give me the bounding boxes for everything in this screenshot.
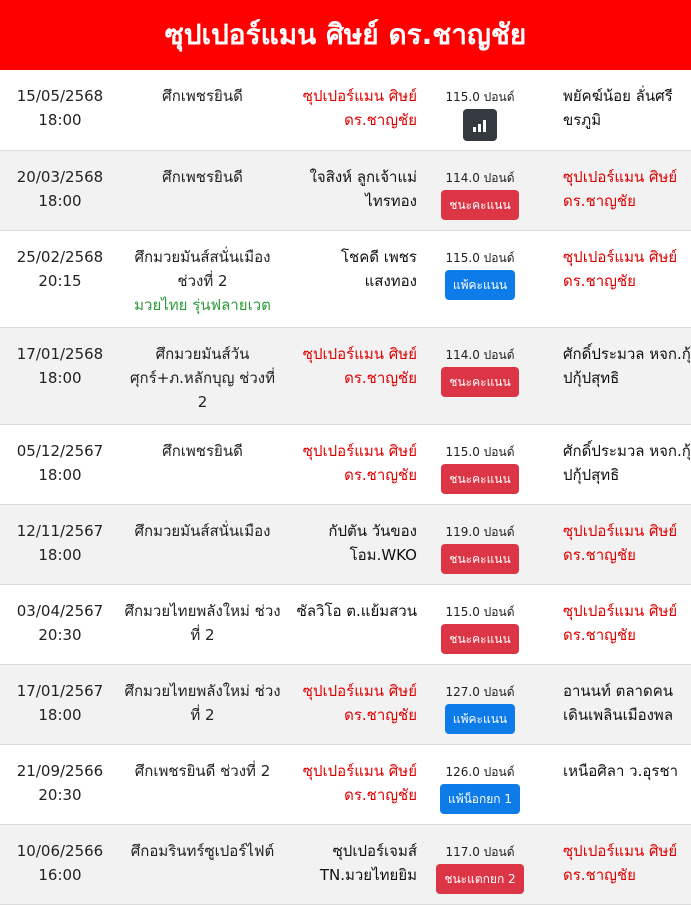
right-fighter-cell (535, 84, 691, 132)
right-fighter-name[interactable]: ซุปเปอร์แมน ศิษย์ ดร.ชาญชัย (563, 842, 678, 884)
fight-date: 15/05/2568 (16, 87, 104, 105)
result-badge[interactable]: ชนะคะแนน (441, 544, 518, 574)
right-fighter-name[interactable]: ซุปเปอร์แมน ศิษย์ ดร.ชาญชัย (563, 522, 678, 564)
fight-date-cell (0, 599, 120, 647)
event-name[interactable]: ศึกเพชรยินดี (162, 168, 243, 186)
fight-list (0, 70, 691, 905)
result-badge[interactable]: ชนะคะแนน (441, 624, 518, 654)
fight-date-cell (0, 759, 120, 807)
result-cell (425, 84, 535, 141)
result-badge[interactable]: แพ้คะแนน (445, 270, 515, 300)
result-cell (425, 759, 535, 814)
fight-row (0, 70, 691, 151)
left-fighter-cell (285, 839, 425, 887)
result-cell (425, 599, 535, 654)
left-fighter-name[interactable]: ใจสิงห์ ลูกเจ้าแม่ ไทรทอง (309, 168, 417, 210)
fight-time: 18:00 (38, 192, 82, 210)
left-fighter-name[interactable]: ซุปเปอร์เจมส์ TN.มวยไทยยิม (319, 842, 417, 884)
event-name[interactable]: ศึกมวยมันส์สนั่นเมือง ช่วงที่ 2 (134, 248, 271, 290)
fight-row (0, 328, 691, 425)
fight-time: 18:00 (38, 706, 82, 724)
left-fighter-cell (285, 599, 425, 623)
left-fighter-cell (285, 679, 425, 727)
left-fighter-cell (285, 165, 425, 213)
fight-time: 16:00 (38, 866, 82, 884)
right-fighter-name[interactable]: ซุปเปอร์แมน ศิษย์ ดร.ชาญชัย (563, 168, 678, 210)
left-fighter-name[interactable]: ซุปเปอร์แมน ศิษย์ ดร.ชาญชัย (302, 682, 417, 724)
event-cell (120, 519, 285, 543)
fight-time: 18:00 (38, 369, 82, 387)
event-cell (120, 84, 285, 108)
fight-date: 12/11/2567 (16, 522, 104, 540)
fight-row (0, 585, 691, 665)
event-name[interactable]: ศึกมวยไทยพลังใหม่ ช่วงที่ 2 (124, 682, 281, 724)
fight-date: 05/12/2567 (16, 442, 104, 460)
fight-row (0, 231, 691, 328)
fight-date: 10/06/2566 (16, 842, 104, 860)
fight-date: 21/09/2566 (16, 762, 104, 780)
fight-row (0, 825, 691, 905)
fight-date-cell (0, 84, 120, 132)
left-fighter-name[interactable]: ซัลวิโอ ต.แย้มสวน (296, 602, 417, 620)
result-cell (425, 439, 535, 494)
event-cell (120, 679, 285, 727)
weight-label: 114.0 ปอนด์ (445, 348, 515, 362)
fight-row (0, 745, 691, 825)
left-fighter-name[interactable]: กัปตัน วันของ โอม.WKO (328, 522, 417, 564)
result-badge[interactable]: ชนะคะแนน (441, 367, 518, 397)
weight-label: 115.0 ปอนด์ (445, 605, 515, 619)
left-fighter-name[interactable]: ซุปเปอร์แมน ศิษย์ ดร.ชาญชัย (302, 442, 417, 484)
right-fighter-name[interactable]: ศักดิ์ประมวล หจก.กุ้ปกุ้ปสุทธิ (563, 345, 691, 387)
weight-label: 126.0 ปอนด์ (445, 765, 515, 779)
event-cell (120, 245, 285, 317)
left-fighter-name[interactable]: โชคดี เพชร แสงทอง (340, 248, 417, 290)
left-fighter-name[interactable]: ซุปเปอร์แมน ศิษย์ ดร.ชาญชัย (302, 762, 417, 804)
right-fighter-cell (535, 679, 691, 727)
left-fighter-name[interactable]: ซุปเปอร์แมน ศิษย์ ดร.ชาญชัย (302, 87, 417, 129)
weight-label: 119.0 ปอนด์ (445, 525, 515, 539)
event-name[interactable]: ศึกมวยไทยพลังใหม่ ช่วงที่ 2 (124, 602, 281, 644)
fight-date-cell (0, 342, 120, 390)
right-fighter-cell (535, 839, 691, 887)
right-fighter-cell (535, 439, 691, 487)
fight-row (0, 505, 691, 585)
right-fighter-name[interactable]: ซุปเปอร์แมน ศิษย์ ดร.ชาญชัย (563, 248, 678, 290)
right-fighter-name[interactable]: พยัคฆ์น้อย ลั่นศรี ขรภูมิ (563, 87, 673, 129)
fight-row (0, 151, 691, 231)
left-fighter-cell (285, 759, 425, 807)
right-fighter-cell (535, 165, 691, 213)
event-subtitle: มวยไทย รุ่นฟลายเวต (134, 296, 271, 314)
event-cell (120, 342, 285, 414)
event-cell (120, 165, 285, 189)
weight-label: 115.0 ปอนด์ (445, 251, 515, 265)
right-fighter-name[interactable]: ศักดิ์ประมวล หจก.กุ้ปกุ้ปสุทธิ (563, 442, 691, 484)
result-cell (425, 679, 535, 734)
right-fighter-cell (535, 342, 691, 390)
weight-label: 115.0 ปอนด์ (445, 445, 515, 459)
event-name[interactable]: ศึกมวยมันส์สนั่นเมือง (134, 522, 271, 540)
fight-time: 18:00 (38, 111, 82, 129)
fight-time: 18:00 (38, 466, 82, 484)
event-cell (120, 599, 285, 647)
result-cell (425, 165, 535, 220)
right-fighter-cell (535, 519, 691, 567)
fight-date-cell (0, 165, 120, 213)
right-fighter-name[interactable]: อานนท์ ตลาดคน เดินเพลินเมืองพล (563, 682, 674, 724)
fight-date: 25/02/2568 (16, 248, 104, 266)
fight-date-cell (0, 245, 120, 293)
fight-date: 17/01/2567 (16, 682, 104, 700)
left-fighter-cell (285, 245, 425, 293)
fight-date-cell (0, 839, 120, 887)
fight-row (0, 425, 691, 505)
right-fighter-cell (535, 245, 691, 293)
fight-time: 20:15 (38, 272, 82, 290)
event-name[interactable]: ศึกมวยมันส์วันศุกร์+ภ.หลักบุญ ช่วงที่ 2 (130, 345, 275, 411)
fight-time: 20:30 (38, 786, 82, 804)
result-badge[interactable]: ชนะคะแนน (441, 190, 518, 220)
result-cell (425, 245, 535, 300)
left-fighter-name[interactable]: ซุปเปอร์แมน ศิษย์ ดร.ชาญชัย (302, 345, 417, 387)
weight-label: 117.0 ปอนด์ (445, 845, 515, 859)
result-badge[interactable]: แพ้คะแนน (445, 704, 515, 734)
event-name[interactable]: ศึกเพชรยินดี (162, 87, 243, 105)
right-fighter-cell (535, 759, 691, 783)
event-cell (120, 759, 285, 783)
result-badge[interactable]: ชนะแตกยก 2 (436, 864, 523, 894)
fight-row (0, 665, 691, 745)
weight-label: 114.0 ปอนด์ (445, 171, 515, 185)
result-cell (425, 519, 535, 574)
event-cell (120, 839, 285, 863)
left-fighter-cell (285, 439, 425, 487)
event-cell (120, 439, 285, 463)
fight-date-cell (0, 439, 120, 487)
fight-date: 03/04/2567 (16, 602, 104, 620)
stats-icon[interactable] (463, 109, 497, 141)
event-name[interactable]: ศึกอมรินทร์ซูเปอร์ไฟต์ (130, 842, 275, 860)
page-title: ซุปเปอร์แมน ศิษย์ ดร.ชาญชัย (0, 0, 691, 70)
event-name[interactable]: ศึกเพชรยินดี (162, 442, 243, 460)
left-fighter-cell (285, 84, 425, 132)
right-fighter-cell (535, 599, 691, 647)
weight-label: 127.0 ปอนด์ (445, 685, 515, 699)
fight-date: 17/01/2568 (16, 345, 104, 363)
result-badge[interactable]: ชนะคะแนน (441, 464, 518, 494)
fight-date: 20/03/2568 (16, 168, 104, 186)
result-badge[interactable]: แพ้น็อกยก 1 (440, 784, 520, 814)
fight-date-cell (0, 679, 120, 727)
fight-date-cell (0, 519, 120, 567)
right-fighter-name[interactable]: เหนือศิลา ว.อุรชา (563, 762, 679, 780)
result-cell (425, 342, 535, 397)
weight-label: 115.0 ปอนด์ (445, 90, 515, 104)
event-name[interactable]: ศึกเพชรยินดี ช่วงที่ 2 (134, 762, 271, 780)
right-fighter-name[interactable]: ซุปเปอร์แมน ศิษย์ ดร.ชาญชัย (563, 602, 678, 644)
fight-time: 18:00 (38, 546, 82, 564)
result-cell (425, 839, 535, 894)
left-fighter-cell (285, 519, 425, 567)
fight-time: 20:30 (38, 626, 82, 644)
left-fighter-cell (285, 342, 425, 390)
